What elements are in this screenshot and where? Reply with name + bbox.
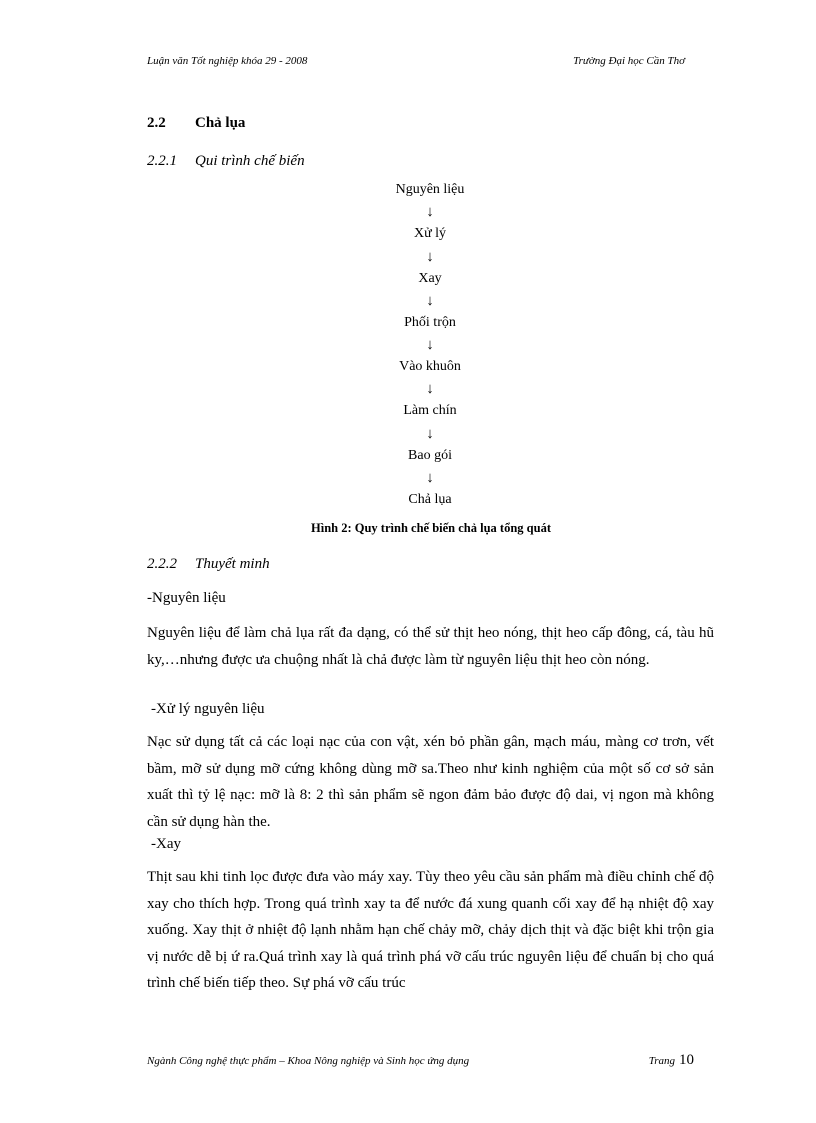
flow-step: Phối trộn — [404, 314, 456, 330]
page-number-block — [649, 1052, 694, 1069]
page-number: 10 — [679, 1052, 694, 1068]
subsection-heading-explanation — [147, 556, 270, 573]
paragraph-processing: Nạc sử dụng tất cả các loại nạc của con vật, xén bỏ phần gân, mạch máu, màng cơ trơn, vết bầm, mỡ sử dụng mỡ cứng không dùng mỡ sa.Theo như kinh nghiệm của một số cơ sở sản xuất thì tỷ lệ nạc: mỡ là 8: 2 thì sản phẩm sẽ ngon đảm bảo được độ dai, vị ngon mà không cần sử dụng hàn the. — [147, 734, 714, 830]
subsection-title: Qui trình chế biến — [195, 153, 305, 169]
subsection-heading-process — [147, 153, 305, 170]
section-heading — [147, 115, 245, 132]
footer-department: Ngành Công nghệ thực phẩm – Khoa Nông nghiệp và Sinh học ứng dụng — [147, 1055, 470, 1067]
page-label: Trang — [648, 1055, 675, 1067]
down-arrow-icon: ↓ — [426, 381, 434, 398]
item-label-grinding: -Xay — [151, 836, 181, 852]
subsection-title: Thuyết minh — [195, 556, 270, 572]
flow-step: Vào khuôn — [399, 359, 461, 375]
down-arrow-icon: ↓ — [426, 425, 434, 442]
header-university: Trường Đại học Cần Thơ — [573, 55, 685, 67]
paragraph-grinding: Thịt sau khi tinh lọc được đưa vào máy xay. Tùy theo yêu cầu sản phẩm mà điều chỉnh chế độ xay cho thích hợp. Trong quá trình xay ta để nước đá xung quanh cối xay để hạ nhiệt độ xay xuống. Xay thịt ở nhiệt độ lạnh nhằm hạn chế chảy mỡ, chảy dịch thịt và đặc biệt khi trộn gia vị nước dễ bị ứ ra.Quá trình xay là quá trình phá vỡ cấu trúc nguyên liệu để chuẩn bị cho quá trình chế biến tiếp theo. Sự phá vỡ cấu trúc — [147, 869, 714, 991]
down-arrow-icon: ↓ — [426, 204, 434, 221]
section-title: Chả lụa — [195, 115, 246, 131]
page-header — [147, 55, 685, 75]
down-arrow-icon: ↓ — [426, 337, 434, 354]
figure-caption: Hình 2: Quy trình chế biến chả lụa tổng quát — [311, 521, 551, 535]
header-thesis-title: Luận văn Tốt nghiệp khóa 29 - 2008 — [147, 55, 308, 67]
flow-step: Chả lụa — [408, 492, 452, 508]
flow-step: Nguyên liệu — [395, 182, 465, 197]
process-flow-diagram — [300, 179, 560, 511]
paragraph-raw-material: Nguyên liệu để làm chả lụa rất đa dạng, có thể sử thịt heo nóng, thịt heo cấp đông, cá, tàu hũ ky,…nhưng được ưa chuộng nhất là chả được làm từ nguyên liệu thịt heo còn nóng. — [147, 625, 714, 668]
flow-step: Xay — [418, 270, 442, 286]
subsection-number: 2.2.2 — [147, 556, 177, 572]
page-footer — [147, 1052, 694, 1076]
section-number: 2.2 — [147, 115, 166, 131]
flow-step: Bao gói — [408, 447, 452, 463]
item-label-processing: -Xử lý nguyên liệu — [151, 701, 265, 717]
item-label-raw-material: -Nguyên liệu — [147, 590, 226, 606]
down-arrow-icon: ↓ — [426, 470, 434, 487]
down-arrow-icon: ↓ — [426, 248, 434, 265]
flow-step: Làm chín — [403, 403, 457, 419]
flow-step: Xử lý — [413, 226, 447, 242]
subsection-number: 2.2.1 — [147, 153, 177, 169]
down-arrow-icon: ↓ — [426, 292, 434, 309]
